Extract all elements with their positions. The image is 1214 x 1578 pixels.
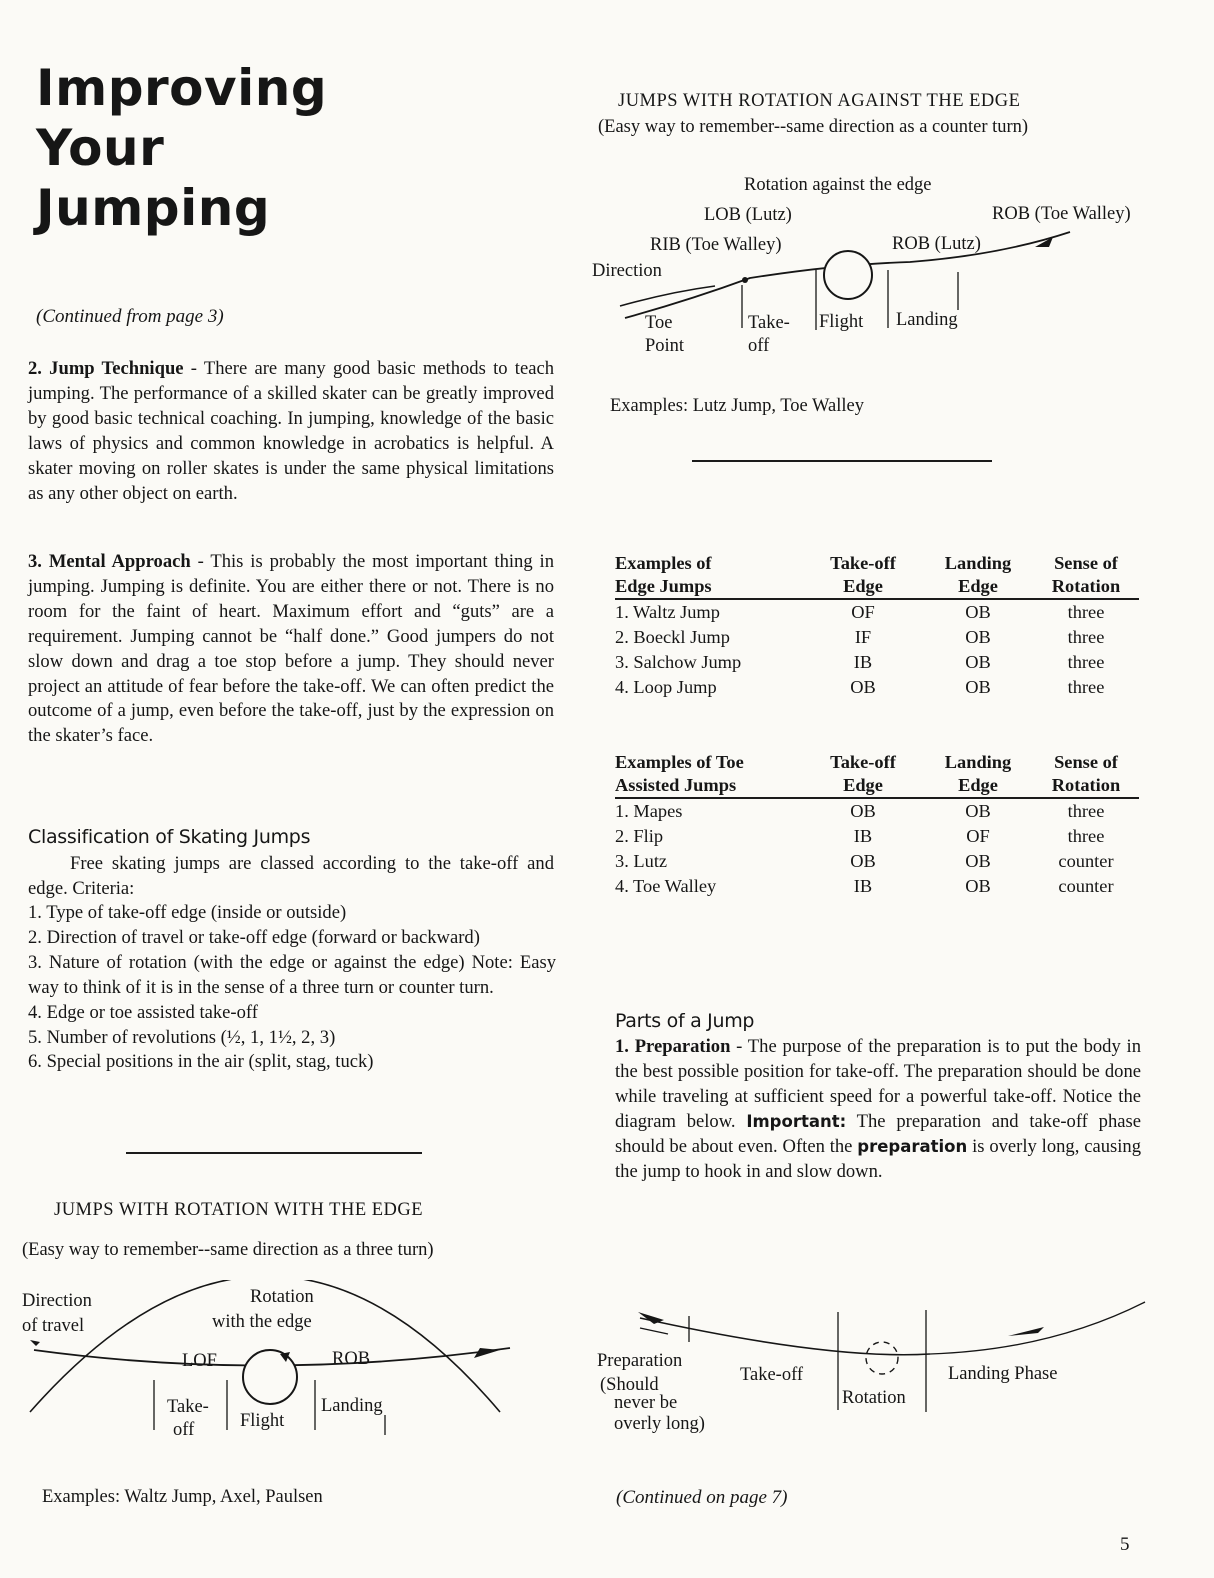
mental-text: - This is probably the most important thing in jumping. Jumping is definite. You are either there or not. There is no room for the faint of heart. Maximum effort and “guts” are a requirement. Jumping cannot be “half done.” Good jumpers do not slow down and drag a toe stop before a jump. They should never project an attitude of fear before the take-off. We can often predict the outcome of a jump, even before the take-off, just by the expression on the skater’s face.: [28, 551, 554, 747]
against-edge-examples: Examples: Lutz Jump, Toe Walley: [610, 396, 864, 416]
classification-heading: Classification of Skating Jumps: [28, 826, 311, 848]
takeoff-edge: OB: [850, 801, 876, 821]
landing-edge: OF: [966, 826, 990, 846]
takeoff-edge: OB: [850, 677, 876, 697]
list-item: 3. Nature of rotation (with the edge or against the edge) Note: Easy way to think of it is in the sense of a three turn or counter turn.: [28, 951, 556, 998]
title-line-3: Jumping: [36, 179, 271, 237]
direction-label: Direction: [592, 261, 662, 281]
takeoff-edge: OB: [850, 851, 876, 871]
direction-label-2: of travel: [22, 1316, 85, 1336]
column-header: Landing Edge: [944, 752, 1012, 795]
jump-name: 4. Toe Walley: [615, 876, 717, 896]
preparation-paragraph: [615, 1035, 1141, 1184]
table-header-row: [615, 751, 1139, 798]
technique-heading: 2. Jump Technique: [28, 358, 184, 379]
takeoff-edge: IF: [854, 627, 872, 647]
column-header: Examples of Toe Assisted Jumps: [615, 752, 744, 795]
table-row: [615, 798, 1139, 824]
table-row: [615, 675, 1139, 700]
classification-intro: Free skating jumps are classed according to the take-off and edge. Criteria:: [28, 853, 554, 899]
section-divider: [692, 460, 992, 462]
preparation-dash: [640, 1328, 668, 1334]
sense-of-rotation: three: [1067, 677, 1105, 697]
rotation-circle: [243, 1350, 297, 1404]
list-item: 6. Special positions in the air (split, stag, tuck): [28, 1051, 374, 1073]
against-edge-diagram: [580, 160, 1200, 370]
lof-label: LOF: [182, 1351, 217, 1371]
landing-edge: OB: [965, 851, 991, 871]
rotation-circle: [866, 1342, 898, 1374]
with-edge-diagram: [0, 1280, 560, 1450]
jump-name: 2. Boeckl Jump: [615, 627, 730, 647]
jump-name: 1. Waltz Jump: [615, 602, 720, 622]
title-line-2: Your: [36, 119, 165, 177]
toe-label-1: Toe: [645, 313, 673, 333]
jump-name: 4. Loop Jump: [615, 677, 717, 697]
column-header: Landing Edge: [944, 553, 1012, 596]
sense-of-rotation: three: [1067, 602, 1105, 622]
landing-arrow-icon: [1008, 1327, 1044, 1336]
preparation-label-1: Preparation: [597, 1351, 683, 1371]
takeoff-label-1: Take-: [167, 1397, 209, 1417]
landing-edge: OB: [965, 677, 991, 697]
table-row: [615, 599, 1139, 625]
against-edge-heading: JUMPS WITH ROTATION AGAINST THE EDGE: [618, 91, 1021, 111]
flight-label: Flight: [240, 1411, 285, 1431]
rob-label: ROB: [332, 1349, 371, 1369]
landing-edge: OB: [965, 801, 991, 821]
preparation-edge-curve: [640, 1318, 930, 1355]
continued-on-note: (Continued on page 7): [616, 1487, 788, 1508]
sense-of-rotation: three: [1067, 627, 1105, 647]
edge-jumps-table: [615, 552, 1139, 700]
classification-list: [28, 901, 556, 1075]
landing-edge: OB: [965, 602, 991, 622]
with-edge-examples: Examples: Waltz Jump, Axel, Paulsen: [42, 1487, 323, 1507]
jump-name: 3. Lutz: [615, 851, 668, 871]
preparation-heading: 1. Preparation: [615, 1036, 731, 1057]
table-row: [615, 650, 1139, 675]
rob-toe-walley-label: ROB (Toe Walley): [992, 204, 1131, 224]
lob-label: LOB (Lutz): [704, 205, 792, 225]
table-row: [615, 849, 1139, 874]
landing-edge: OB: [965, 627, 991, 647]
landing-edge: OB: [965, 876, 991, 896]
landing-edge: OB: [965, 652, 991, 672]
flight-label: Flight: [819, 312, 864, 332]
jump-name: 2. Flip: [615, 826, 664, 846]
sense-of-rotation: three: [1067, 801, 1105, 821]
column-header: Take-off Edge: [830, 553, 896, 596]
landing-label: Landing: [896, 310, 958, 330]
sense-of-rotation: counter: [1058, 876, 1114, 896]
takeoff-edge: IB: [853, 652, 873, 672]
table-header-row: [615, 552, 1139, 599]
preparation-text: - The purpose of the preparation is to put the body in the best possible position for take-off. The preparation should be done while traveling at sufficient speed for a powerful take-off. Notice the diagram below.: [615, 1036, 1141, 1132]
preparation-label-2: (Should: [600, 1375, 659, 1395]
page-title: [36, 58, 436, 238]
rib-label: RIB (Toe Walley): [650, 235, 782, 255]
technique-text: - There are many good basic methods to teach jumping. The performance of a skilled skater can be greatly improved by good basic technical coaching. In jumping, knowledge of the basic laws of physics and common knowledge in acrobatics is helpful. A skater moving on roller skates is under the same physical limitations as any other object on earth.: [28, 358, 554, 504]
preparation-label-3: never be: [614, 1393, 678, 1413]
mental-heading: 3. Mental Approach: [28, 551, 191, 572]
jump-name: 1. Mapes: [615, 801, 683, 821]
rotation-label-1: Rotation: [250, 1287, 314, 1307]
takeoff-edge: OF: [851, 602, 875, 622]
with-edge-heading: JUMPS WITH ROTATION WITH THE EDGE: [54, 1200, 424, 1220]
takeoff-point: [742, 277, 748, 283]
page-number: 5: [1120, 1534, 1130, 1555]
mental-paragraph: [28, 550, 554, 749]
table-row: [615, 625, 1139, 650]
takeoff-edge: IB: [853, 876, 873, 896]
rotation-label: Rotation: [842, 1388, 906, 1408]
column-header: Take-off Edge: [830, 752, 896, 795]
preparation-label-4: overly long): [614, 1414, 705, 1434]
parts-heading: Parts of a Jump: [615, 1010, 755, 1032]
continued-from-note: (Continued from page 3): [36, 306, 224, 327]
technique-paragraph: [28, 357, 554, 506]
important-tail: is overly long, causing the jump to hook in and slow down.: [615, 1135, 1141, 1182]
table-row: [615, 874, 1139, 899]
against-edge-subheading: (Easy way to remember--same direction as a counter turn): [598, 117, 1029, 137]
list-item: 4. Edge or toe assisted take-off: [28, 1001, 258, 1023]
takeoff-label: Take-off: [740, 1365, 804, 1385]
takeoff-edge: IB: [853, 826, 873, 846]
landing-edge-curve: [930, 1302, 1145, 1354]
important-label: Important:: [746, 1111, 847, 1131]
title-line-1: Improving: [36, 59, 328, 117]
sense-of-rotation: three: [1067, 826, 1105, 846]
list-item: 1. Type of take-off edge (inside or outside): [28, 902, 347, 923]
column-header: Examples of Edge Jumps: [615, 553, 712, 596]
sense-of-rotation: three: [1067, 652, 1105, 672]
direction-label-1: Direction: [22, 1291, 92, 1311]
important-text: The preparation and take-off phase should be about even. Often the: [615, 1110, 1141, 1157]
landing-phase-label: Landing Phase: [948, 1364, 1058, 1384]
preparation-bold: preparation: [857, 1136, 968, 1156]
list-item: 5. Number of revolutions (½, 1, 1½, 2, 3): [28, 1026, 336, 1048]
landing-label: Landing: [321, 1396, 383, 1416]
phases-diagram: [580, 1290, 1200, 1450]
takeoff-label-2: off: [173, 1420, 195, 1440]
list-item: 2. Direction of travel or take-off edge (forward or backward): [28, 926, 480, 948]
with-edge-subheading: (Easy way to remember--same direction as a three turn): [22, 1240, 434, 1260]
rob-lutz-label: ROB (Lutz): [892, 234, 981, 254]
rotation-label-2: with the edge: [212, 1312, 312, 1332]
section-divider: [126, 1152, 422, 1154]
toe-label-2: Point: [645, 336, 685, 356]
toe-jumps-table: [615, 751, 1139, 899]
rotation-label: Rotation against the edge: [744, 175, 932, 195]
takeoff-label-2: off: [748, 336, 770, 356]
column-header: Sense of Rotation: [1051, 752, 1121, 795]
sense-of-rotation: counter: [1058, 851, 1114, 871]
start-arrow-icon: [30, 1340, 40, 1346]
jump-name: 3. Salchow Jump: [615, 652, 742, 672]
rotation-circle: [824, 251, 872, 299]
column-header: Sense of Rotation: [1051, 553, 1121, 596]
takeoff-label-1: Take-: [748, 313, 790, 333]
table-row: [615, 824, 1139, 849]
